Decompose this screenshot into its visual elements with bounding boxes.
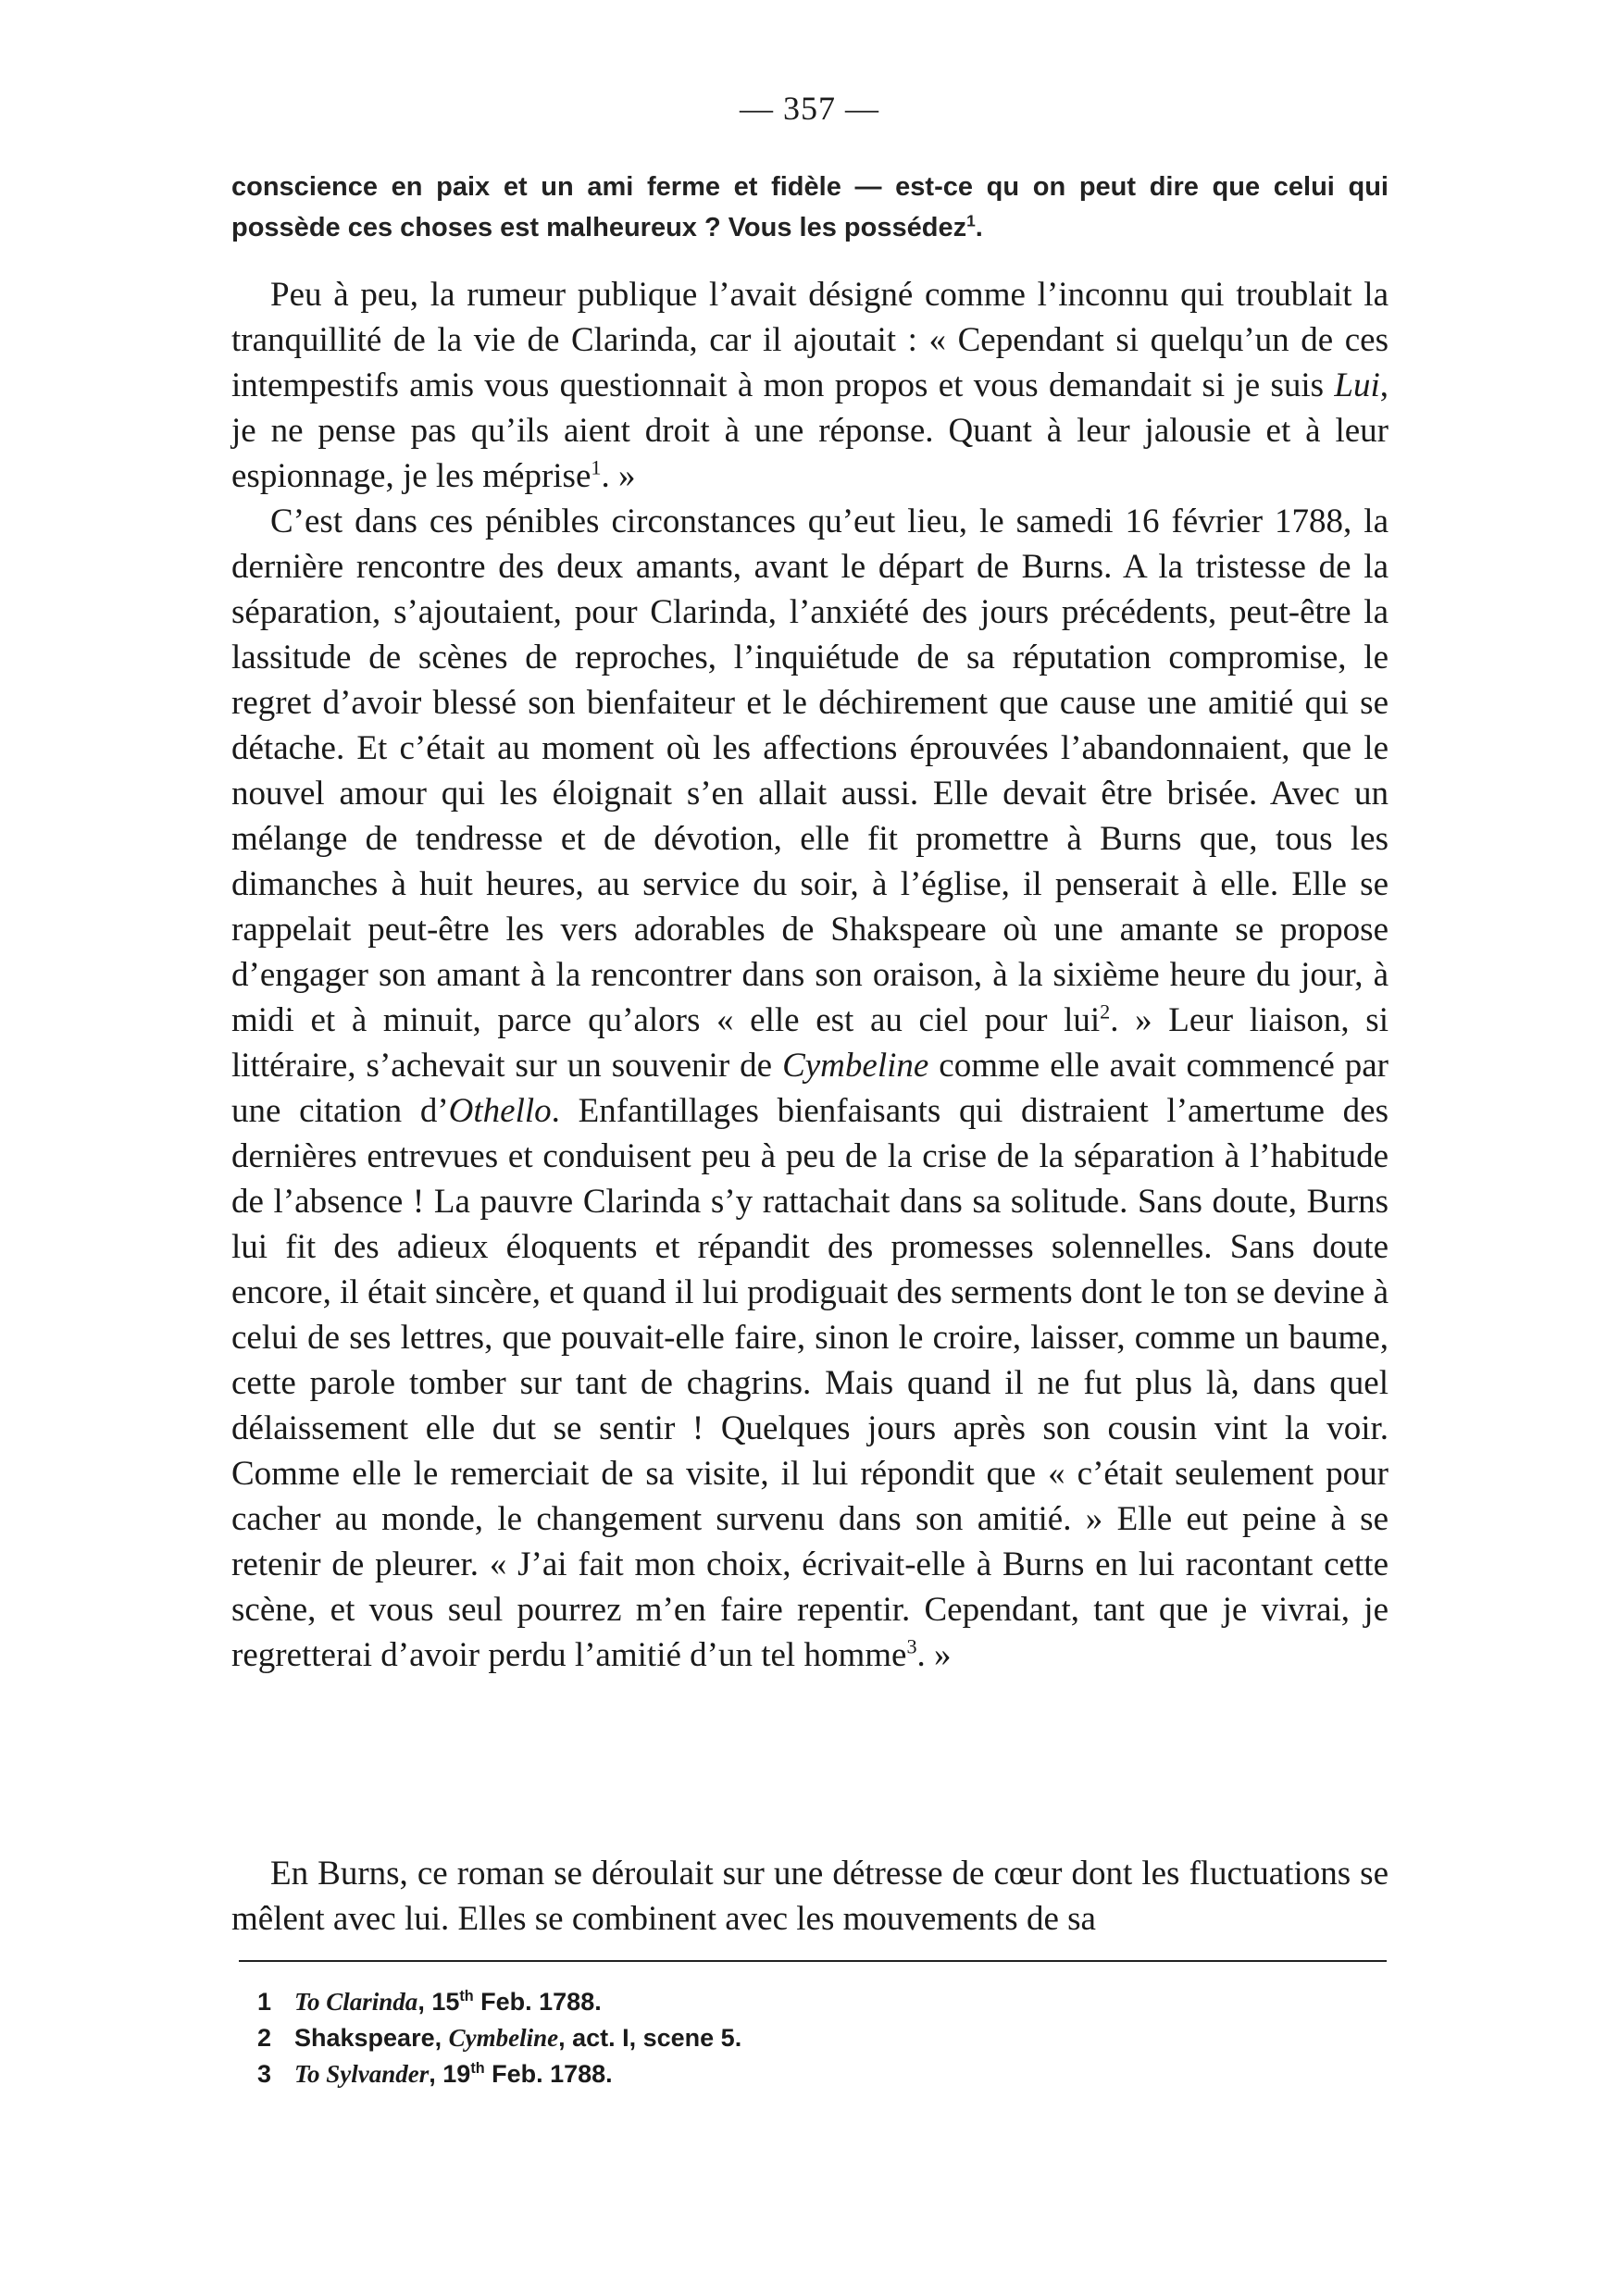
footnotes (257, 1984, 1368, 2092)
paragraph (231, 272, 1389, 499)
quote-text: conscience en paix et un ami ferme et fidèle — est-ce qu on peut dire que celui qui possède ces choses est malheureux ? Vous les possédez (231, 172, 1389, 242)
italic-title: Cymbeline (782, 1047, 929, 1085)
footnote-title: To Sylvander (294, 2060, 430, 2088)
footnote-text: Feb. 1788. (484, 2060, 613, 2088)
footnote-ref: 2 (1100, 999, 1111, 1024)
italic-title: Othello (448, 1092, 552, 1130)
footnote-text: , act. I, scene 5. (558, 2024, 742, 2052)
footnote-ref: 3 (906, 1634, 917, 1658)
text-run: , je ne pense pas qu’ils aient droit à une réponse. Quant à leur jalousie et à leur espionnage, je les méprise (231, 366, 1389, 495)
footnote-mark: 3 (257, 2060, 272, 2088)
closing-text (231, 1851, 1389, 1942)
text-run: comme elle avait commencé par une citation d’ (231, 1047, 1389, 1130)
text-run: Peu à peu, la rumeur publique l’avait désigné comme l’inconnu qui troublait la tranquillité de la vie de Clarinda, car il ajoutait : « Cependant si quelqu’un de ces intempestifs amis vous questionnait à mon propos et vous demandait si je suis (231, 276, 1389, 404)
footnote-title: Cymbeline (448, 2024, 559, 2052)
footnote-title: To Clarinda (294, 1988, 418, 2016)
footnote-text: , 15 (417, 1988, 460, 2016)
footnote (257, 2056, 1368, 2092)
footnote-text: Shakspeare, (294, 2024, 449, 2052)
quote-continuation: conscience en paix et un ami ferme et fidèle — est-ce qu on peut dire que celui qui possède ces choses est malheureux ? Vous les possédez$^1$. (231, 172, 1389, 242)
text-run: . » Leur liaison, si littéraire, s’achevait sur un souvenir de (231, 1001, 1389, 1085)
footnote-ref: 1 (591, 455, 602, 479)
italic-word: Lui (1334, 366, 1380, 404)
text-run: . Enfantillages bienfaisants qui distraient l’amertume des dernières entrevues et conduisent peu à peu de la crise de la séparation à l’habitude de l’absence ! La pauvre Clarinda s’y rattachait dans sa solitude. Sans doute, Burns lui fit des adieux éloquents et répandit des promesses solennelles. Sans doute encore, il était sincère, et quand il lui prodiguait des serments dont le ton se devine à celui de ses lettres, que pouvait-elle faire, sinon le croire, laisser, comme un baume, cette parole tomber sur tant de chagrins. Mais quand il ne fut plus là, dans quel délaissement elle dut se sentir ! Quelques jours après son cousin vint la voir. Comme elle le remerciait de sa visite, il lui répondit que « c’était seulement pour cacher au monde, le changement survenu dans son amitié. » Elle eut peine à se retenir de pleurer. « J’ai fait mon choix, écrivait-elle à Burns en lui racontant cette scène, et vous seul pourrez m’en faire repentir. Cependant, tant que je vivrai, je regretterai d’avoir perdu l’amitié d’un tel homme (231, 1092, 1389, 1674)
footnote-ref: 1 (966, 211, 976, 230)
footnote-text: Feb. 1788. (473, 1988, 602, 2016)
footnote-mark: 2 (257, 2024, 272, 2052)
footnote (257, 2020, 1368, 2056)
footnote-text: , 19 (429, 2060, 471, 2088)
text-run: . » (916, 1636, 952, 1674)
footnote-divider (239, 1960, 1387, 1962)
footnote-mark: 1 (257, 1988, 272, 2016)
footnote-sup: th (470, 2060, 485, 2077)
footnote-sup: th (459, 1988, 474, 2004)
text-run: C’est dans ces pénibles circonstances qu’eut lieu, le samedi 16 février 1788, la dernière rencontre des deux amants, avant le départ de Burns. A la tristesse de la séparation, s’ajoutaient, pour Clarinda, l’anxiété des jours précédents, peut-être la lassitude de scènes de reproches, l’inquiétude de sa réputation compromise, le regret d’avoir blessé son bienfaiteur et le déchirement que cause une amitié qui se détache. Et c’était au moment où les affections éprouvées l’abandonnaient, que le nouvel amour qui les éloignait s’en allait aussi. Elle devait être brisée. Avec un mélange de tendresse et de dévotion, elle fit promettre à Burns que, tous les dimanches à huit heures, au service du soir, à l’église, il penserait à elle. Elle se rappelait peut-être les vers adorables de Shakspeare où une amante se propose d’engager son amant à la rencontrer dans son oraison, à la sixième heure du jour, à midi et à minuit, parce qu’alors « elle est au ciel pour lui (231, 503, 1389, 1039)
page-number: — 357 — (740, 90, 879, 127)
footnote (257, 1984, 1368, 2020)
paragraph: En Burns, ce roman se déroulait sur une détresse de cœur dont les fluctuations se mêlent avec lui. Elles se combinent avec les mouvements de sa (231, 1855, 1389, 1938)
text-run: . » (601, 457, 636, 495)
main-text (231, 272, 1389, 1678)
paragraph (231, 499, 1389, 1678)
